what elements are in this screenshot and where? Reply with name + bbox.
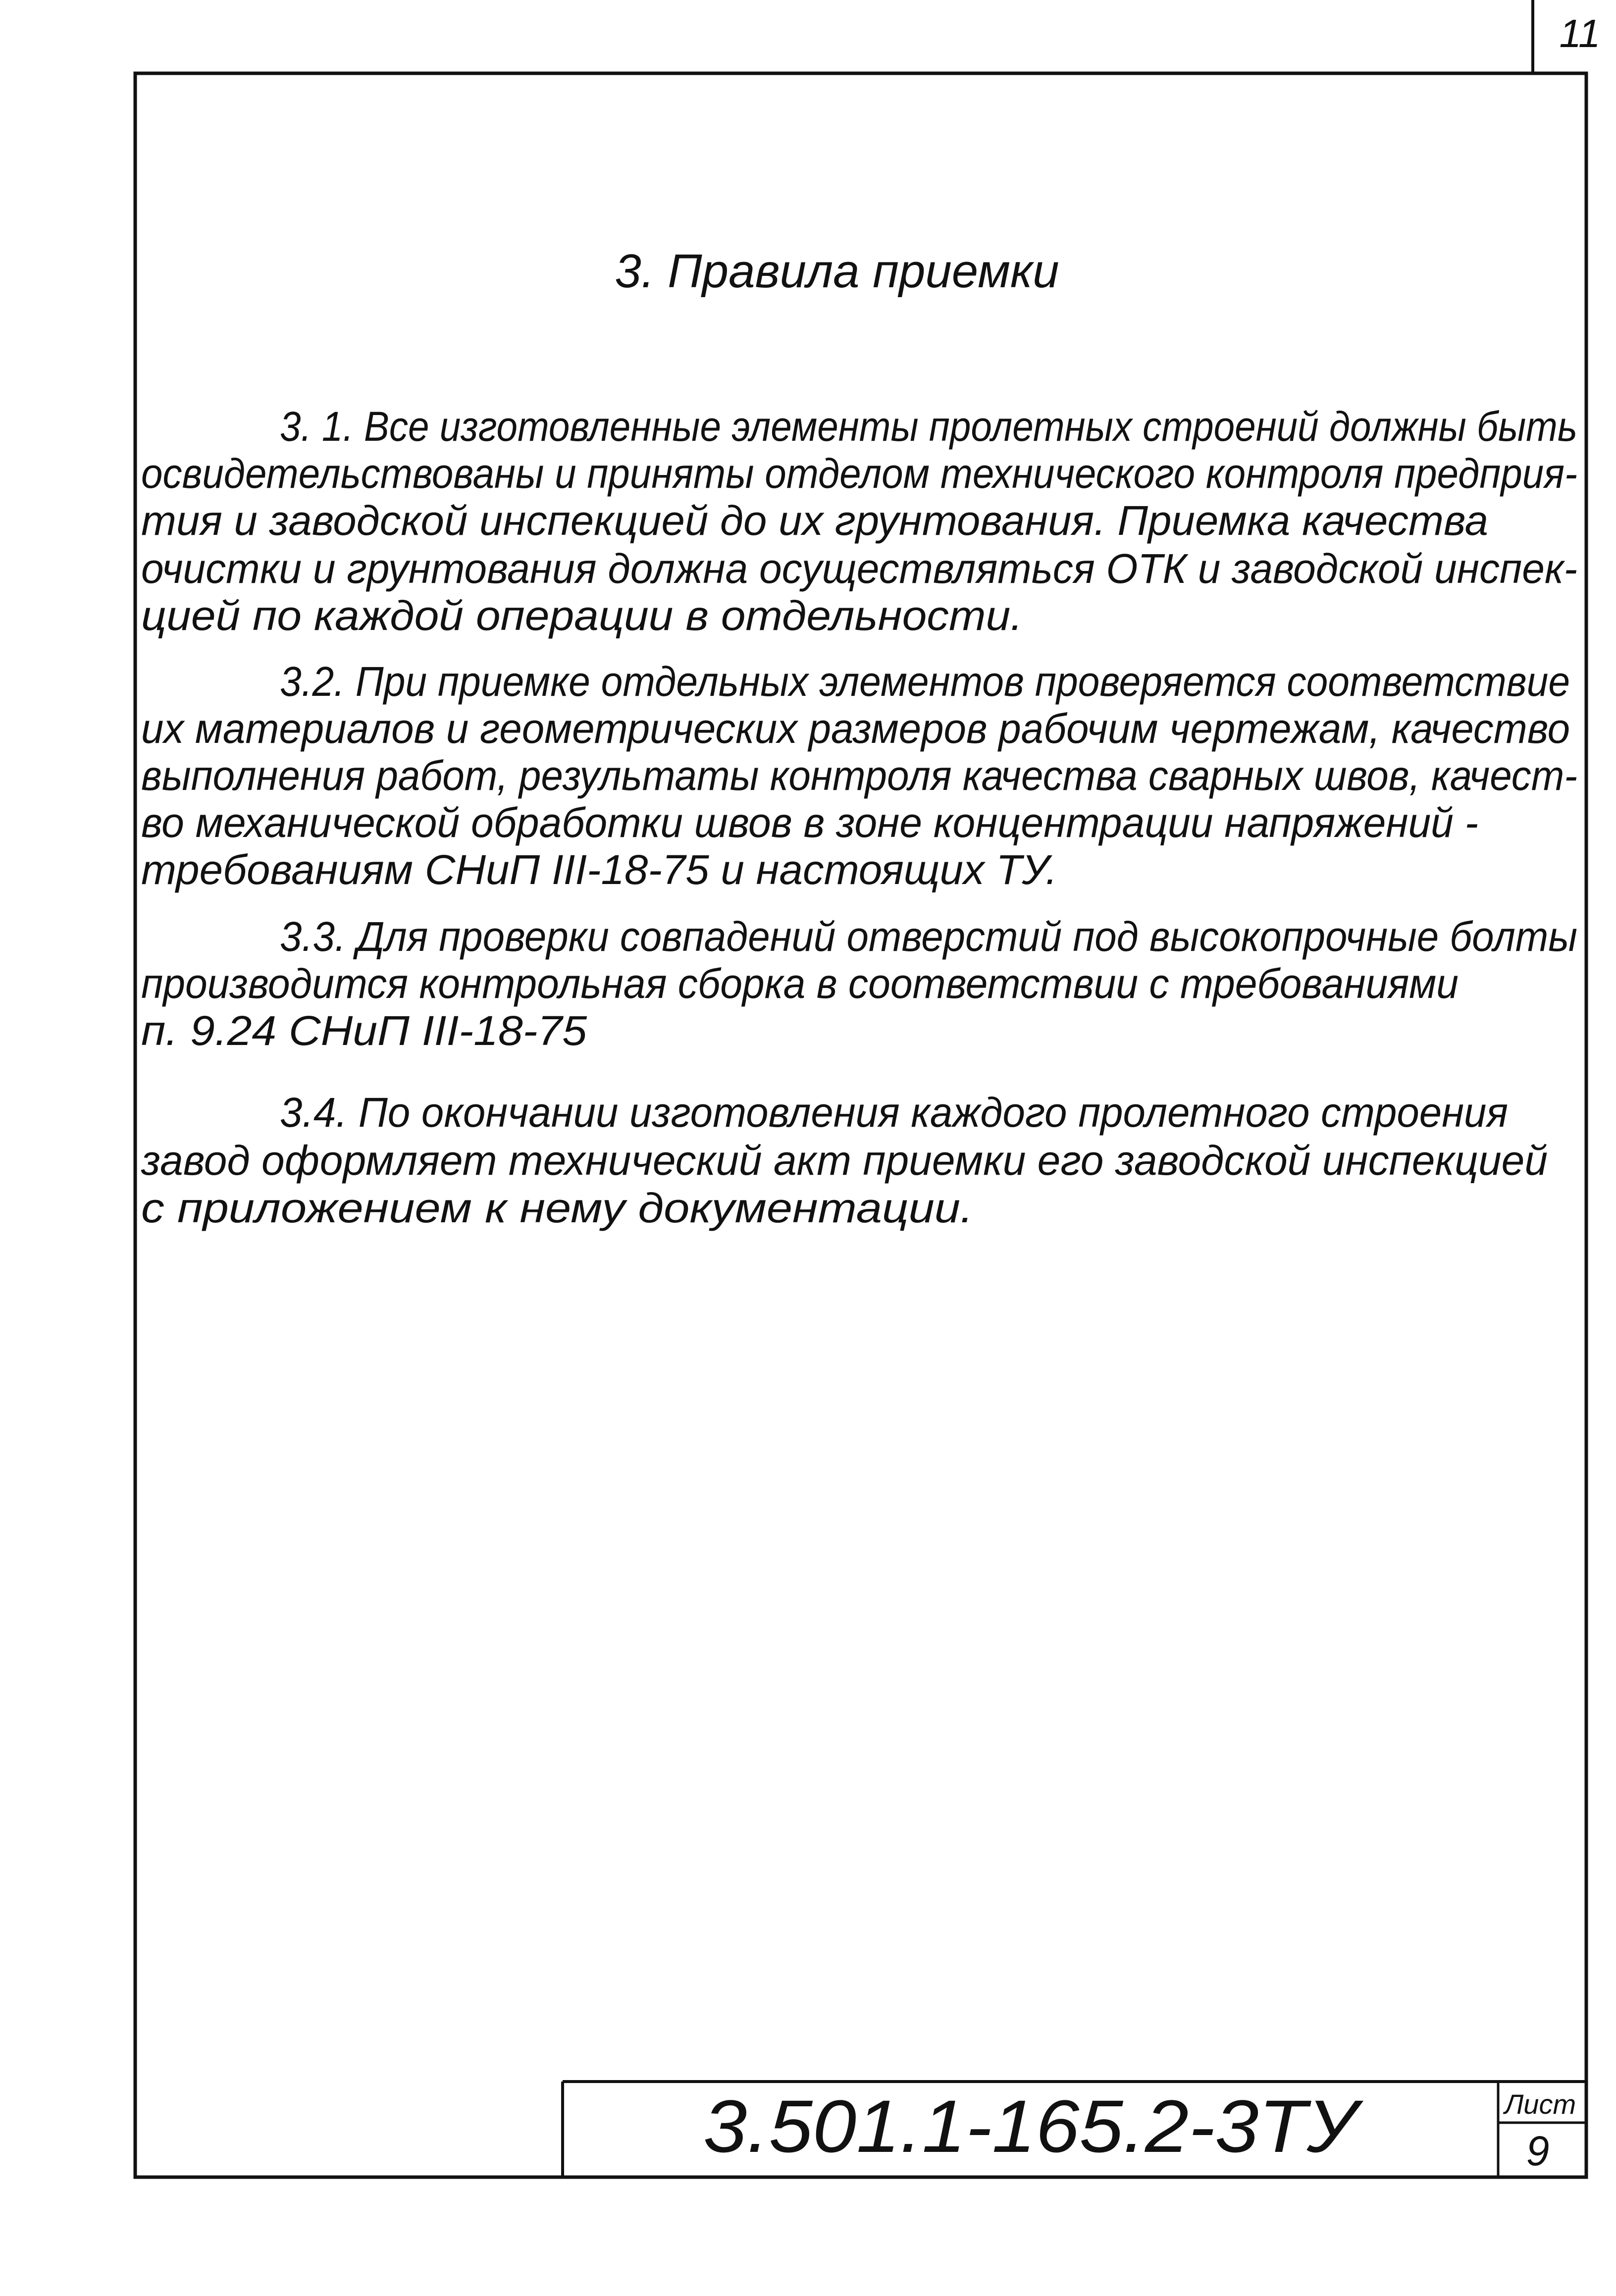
text-line: с приложением к нему документации. — [141, 1185, 973, 1231]
text-line: 3.3. Для проверки совпадений отверстий под высокопрочные болты — [280, 913, 1577, 960]
text-line: 3. 1. Все изготовленные элементы пролетных строений должны быть — [280, 403, 1577, 450]
text-line: производится контрольная сборка в соответствии с требованиями — [141, 960, 1459, 1007]
text-line: 3.4. По окончании изготовления каждого пролетного строения — [280, 1089, 1508, 1136]
text-line: требованиям СНиП III-18-75 и настоящих ТУ. — [141, 846, 1057, 893]
text-line: очистки и грунтования должна осуществляться ОТК и заводской инспек- — [141, 545, 1577, 592]
text-line: п. 9.24 СНиП III-18-75 — [141, 1007, 587, 1054]
text-line: цией по каждой операции в отдельности. — [141, 592, 1023, 639]
section-title: 3. Правила приемки — [615, 245, 1059, 298]
text-line: тия и заводской инспекцией до их грунтования. Приемка качества — [141, 497, 1488, 544]
text-line: выполнения работ, результаты контроля качества сварных швов, качест- — [141, 752, 1577, 799]
sheet-label: Лист — [1504, 2088, 1576, 2120]
text-line: 3.2. При приемке отдельных элементов проверяется соответствие — [280, 658, 1570, 705]
sheet-number: 9 — [1526, 2128, 1550, 2174]
text-line: освидетельствованы и приняты отделом технического контроля предприя- — [141, 450, 1577, 497]
text-line: их материалов и геометрических размеров рабочим чертежам, качество — [141, 705, 1570, 752]
text-line: завод оформляет технический акт приемки его заводской инспекцией — [141, 1137, 1548, 1184]
document-designation: 3.501.1-165.2-3ТУ — [703, 2085, 1364, 2168]
page-number: 11 — [1559, 11, 1601, 55]
text-line: во механической обработки швов в зоне концентрации напряжений - — [141, 799, 1478, 846]
